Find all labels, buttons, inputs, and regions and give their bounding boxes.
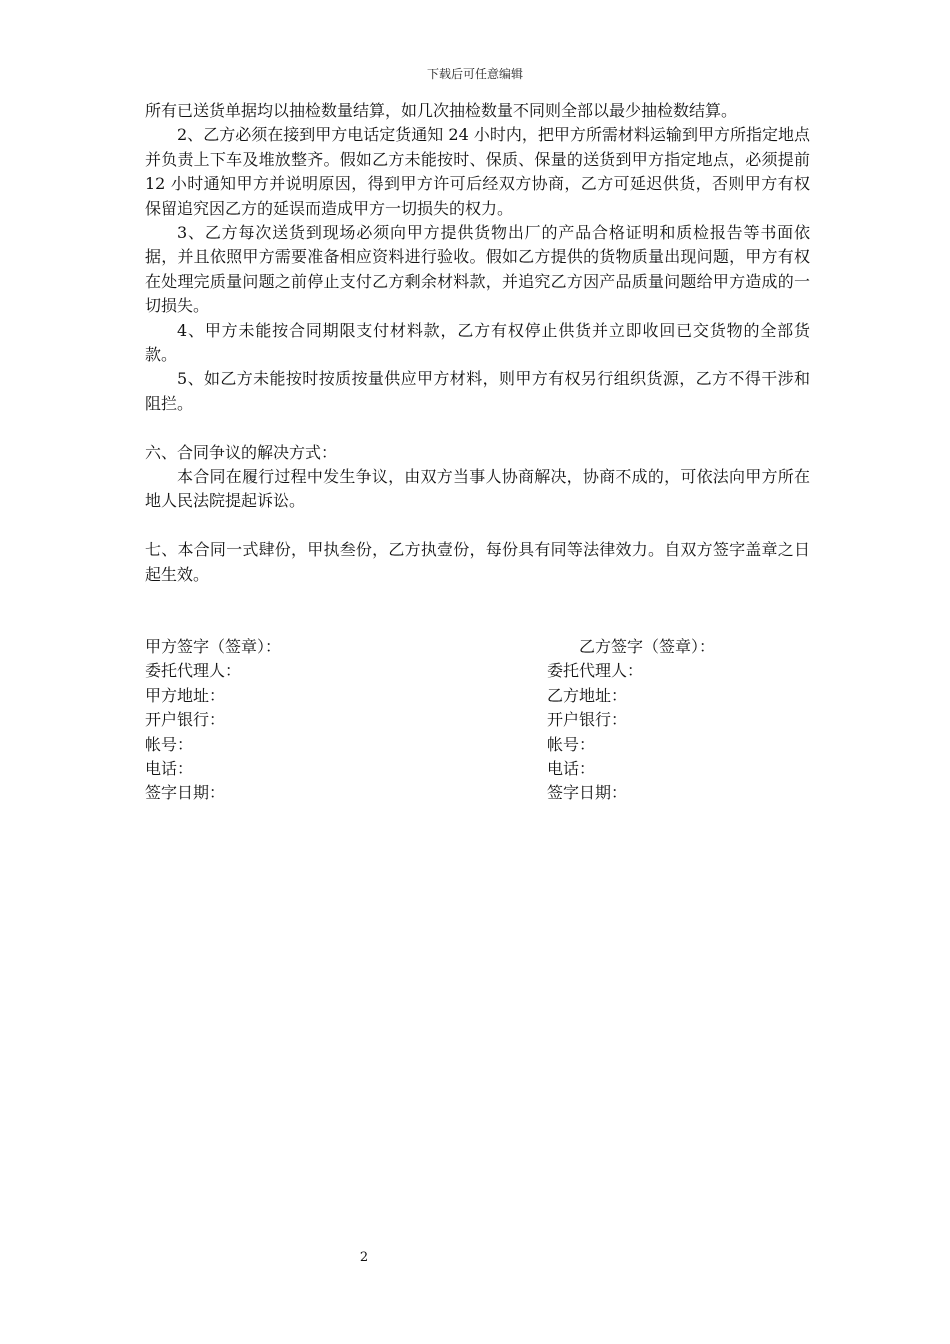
party-a-signature-label: 甲方签字（签章）： — [145, 637, 282, 657]
spacer — [145, 587, 810, 635]
phone-row — [145, 757, 810, 781]
party-a-account-label: 帐号： — [145, 734, 194, 754]
party-a-phone-label: 电话： — [145, 759, 194, 779]
party-b-account-label: 帐号： — [547, 734, 596, 754]
spacer — [145, 514, 810, 538]
page-header: 下载后可任意编辑 — [426, 67, 523, 81]
section-6-heading: 六、合同争议的解决方式： — [145, 442, 338, 462]
clause-5: 5、如乙方未能按时按质按量供应甲方材料，则甲方有权另行组织货源，乙方不得干涉和阻拦。 — [145, 369, 810, 413]
party-b-date-label: 签字日期： — [547, 783, 628, 803]
date-row — [145, 781, 810, 805]
clause-2: 2、乙方必须在接到甲方电话定货通知 24 小时内，把甲方所需材料运输到甲方所指定地点并负责上下车及堆放整齐。假如乙方未能按时、保质、保量的送货到甲方指定地点，必须提前 12 小时通知甲方并说明原因，得到甲方许可后经双方协商，乙方可延迟供货，否则甲方有权保留追究因乙方的延误而造成甲方一切损失的权力。 — [145, 125, 810, 218]
party-b-address-label: 乙方地址： — [547, 685, 628, 705]
spacer — [145, 416, 810, 440]
clause-3: 3、乙方每次送货到现场必须向甲方提供货物出厂的产品合格证明和质检报告等书面依据，并且依照甲方需要准备相应资料进行验收。假如乙方提供的货物质量出现问题，甲方有权在处理完质量问题之前停止支付乙方剩余材料款，并追究乙方因产品质量问题给甲方造成的一切损失。 — [145, 223, 810, 316]
party-b-signature-label: 乙方签字（签章）： — [579, 637, 716, 657]
party-b-phone-label: 电话： — [547, 759, 596, 779]
clause-4: 4、甲方未能按合同期限支付材料款，乙方有权停止供货并立即收回已交货物的全部货款。 — [145, 320, 810, 365]
address-row — [145, 684, 810, 708]
paragraph-continuation: 所有已送货单据均以抽检数量结算，如几次抽检数量不同则全部以最少抽检数结算。 — [145, 101, 738, 120]
section-7-body: 七、本合同一式肆份，甲执叁份，乙方执壹份，每份具有同等法律效力。自双方签字盖章之日起生效。 — [145, 540, 810, 584]
agent-row — [145, 659, 810, 683]
page-number: 2 — [359, 1250, 369, 1265]
party-b-agent-label: 委托代理人： — [547, 661, 644, 681]
party-a-agent-label: 委托代理人： — [145, 661, 242, 681]
document-body — [145, 99, 810, 806]
bank-row — [145, 708, 810, 732]
party-b-bank-label: 开户银行： — [547, 710, 628, 730]
signature-row — [145, 635, 810, 659]
account-row — [145, 733, 810, 757]
party-a-bank-label: 开户银行： — [145, 710, 226, 730]
party-a-date-label: 签字日期： — [145, 783, 226, 803]
section-6-body: 本合同在履行过程中发生争议，由双方当事人协商解决，协商不成的，可依法向甲方所在地人民法院提起诉讼。 — [145, 467, 810, 511]
party-a-address-label: 甲方地址： — [145, 685, 226, 705]
